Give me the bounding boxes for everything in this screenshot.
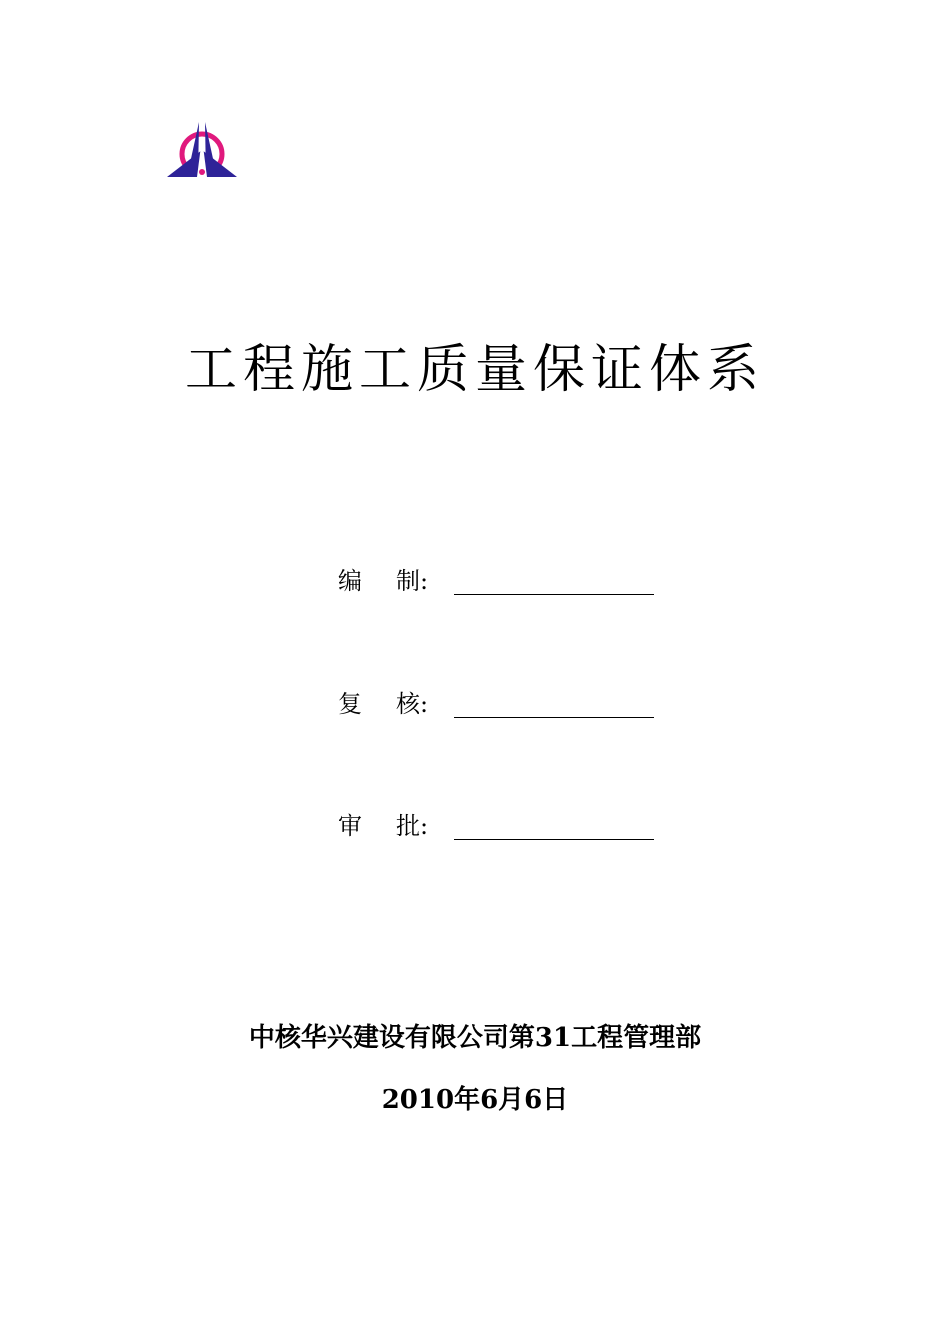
document-date: 2010年6月6日: [381, 1085, 569, 1115]
signature-line[interactable]: [454, 839, 654, 840]
signature-label: [338, 689, 446, 719]
signature-label: [338, 566, 446, 596]
document-title: 工程施工质量保证体系: [184, 340, 765, 400]
signature-label-char: 核:: [396, 690, 429, 718]
company-logo: [165, 120, 239, 180]
signature-line[interactable]: [454, 717, 654, 718]
signature-label-char: 编: [338, 567, 362, 595]
company-name: 中核华兴建设有限公司第31工程管理部: [248, 1023, 702, 1053]
signature-label-char: 制:: [396, 567, 429, 595]
signature-row-review: [338, 689, 658, 719]
company-logo-graphic: [165, 120, 239, 180]
signature-row-compile: [338, 566, 658, 596]
signature-line[interactable]: [454, 594, 654, 595]
signature-label: [338, 811, 446, 841]
signature-row-approve: [338, 811, 658, 841]
signature-label-char: 复: [338, 690, 362, 718]
signature-label-char: 批:: [396, 812, 429, 840]
signature-label-char: 审: [338, 812, 362, 840]
